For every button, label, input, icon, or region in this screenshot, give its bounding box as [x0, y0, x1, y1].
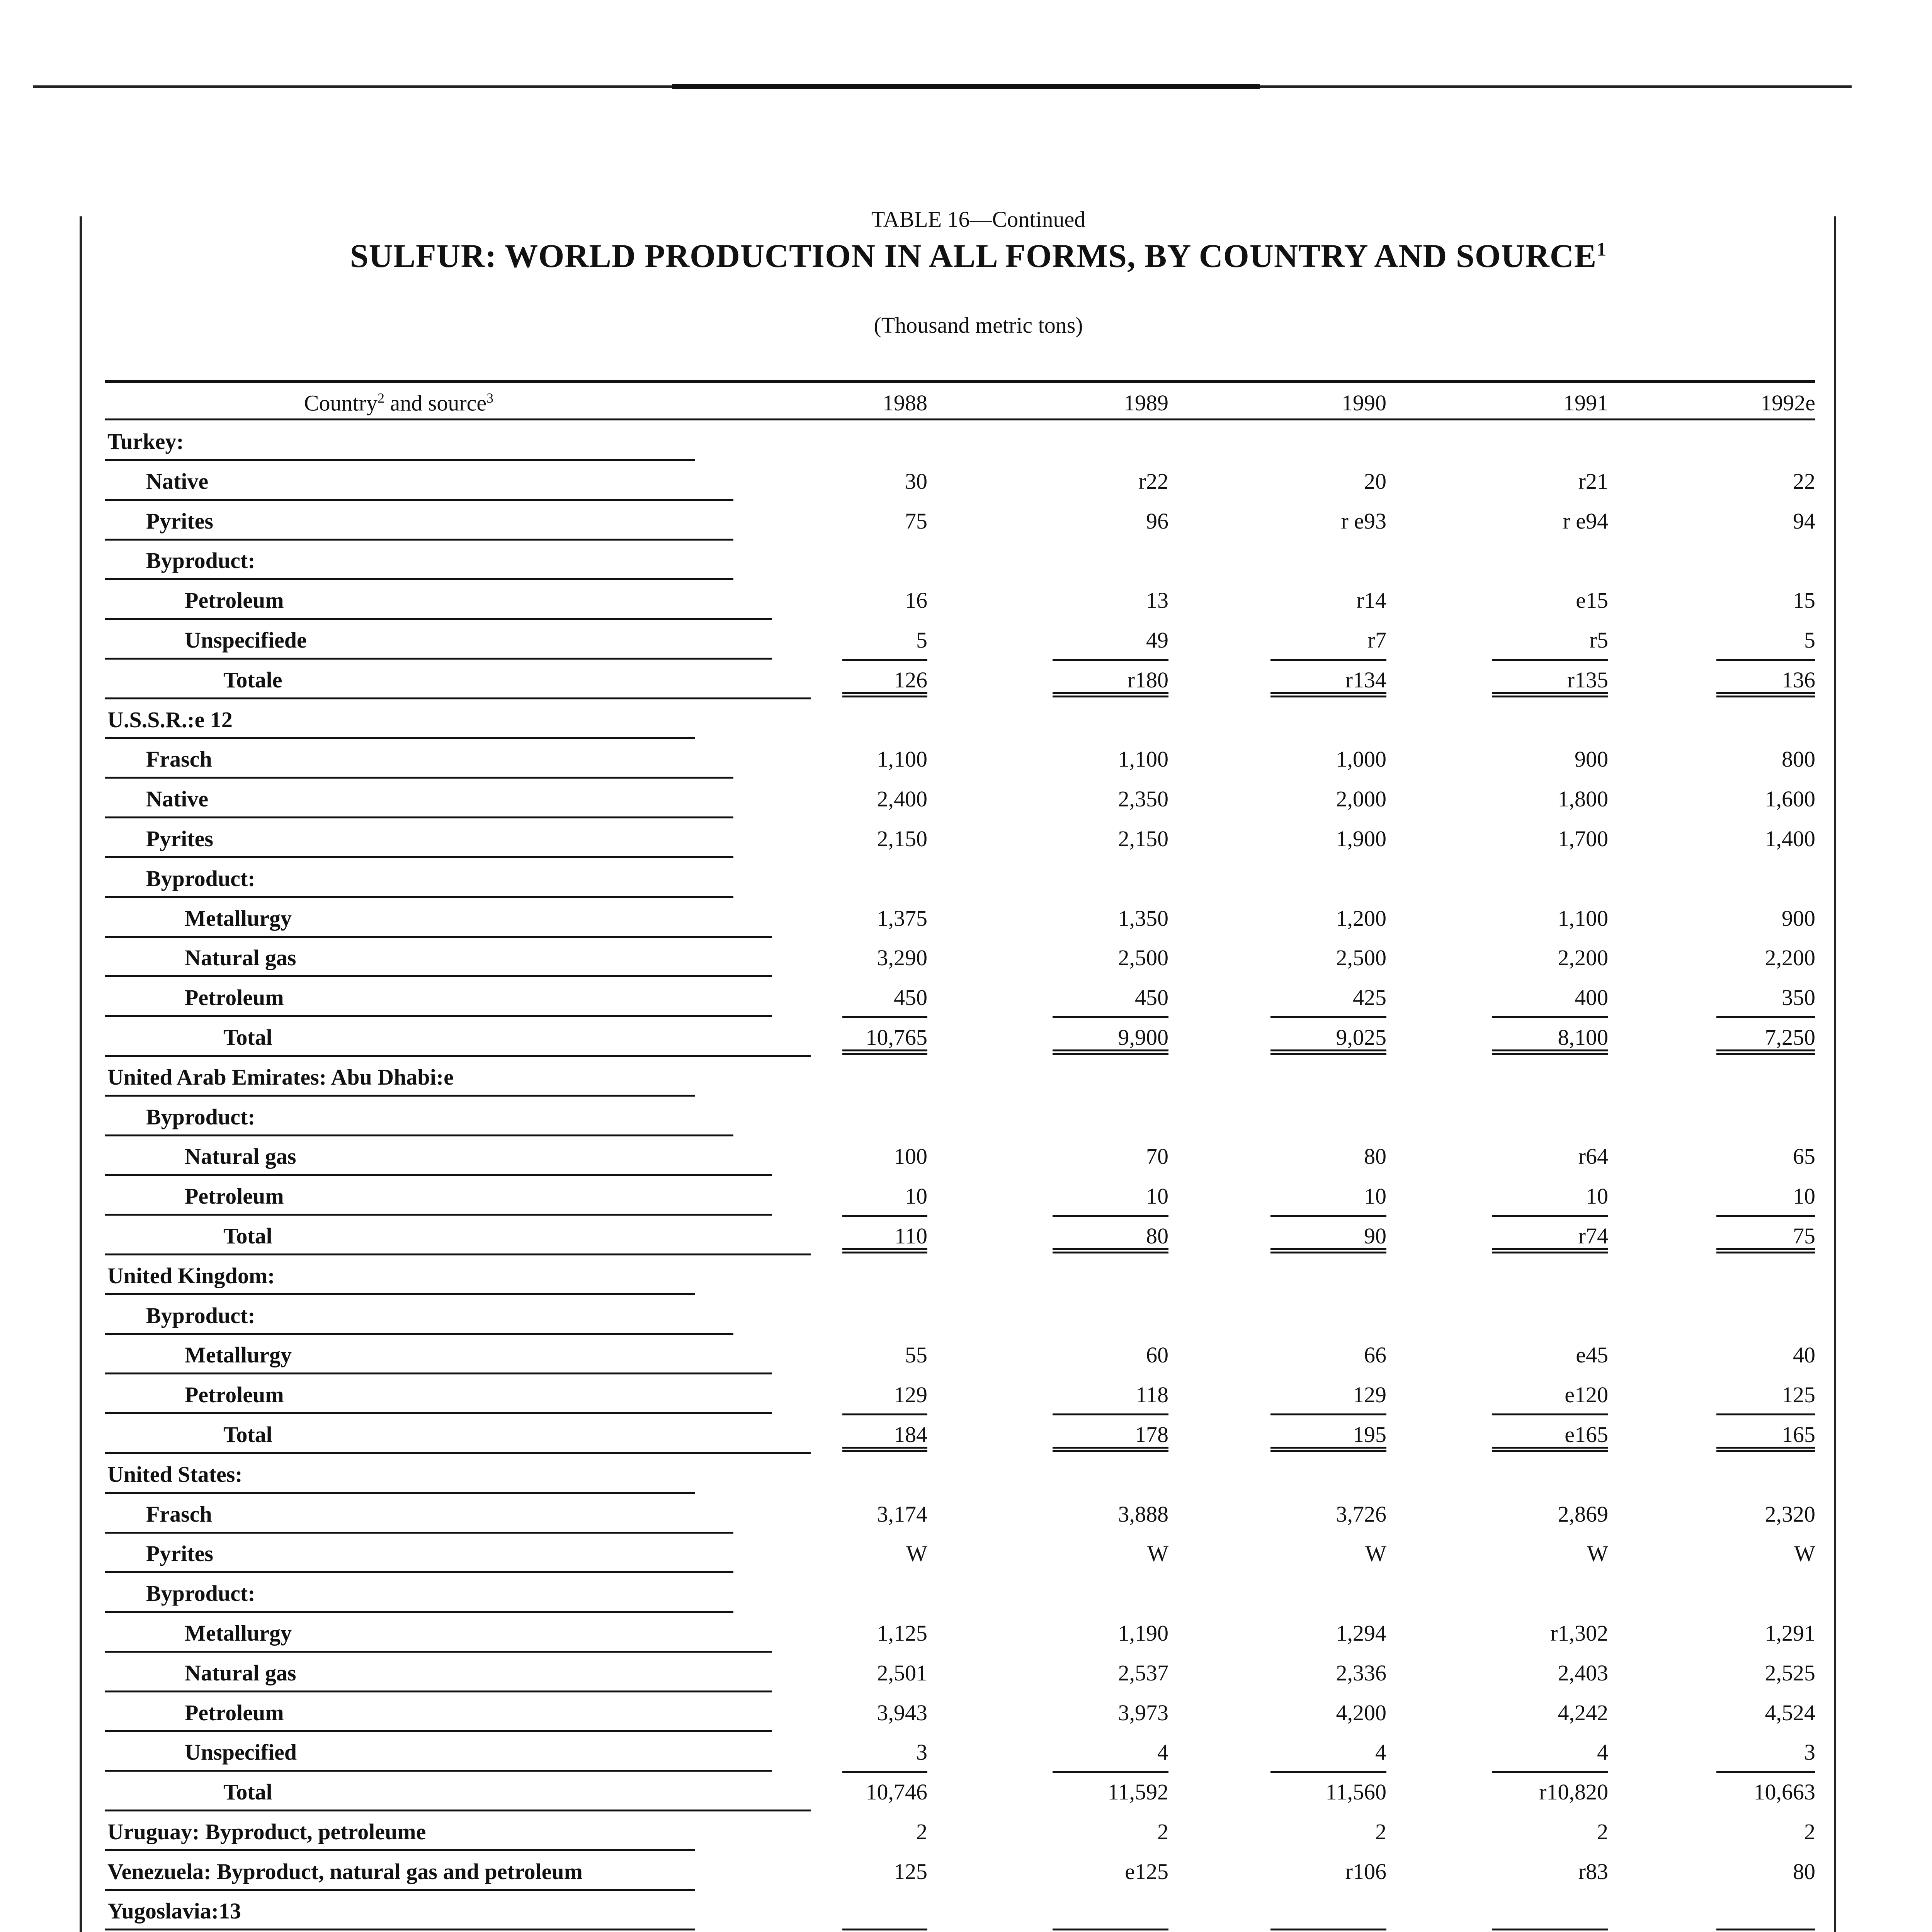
cell-1991 [1492, 1572, 1608, 1611]
table-row [105, 897, 1815, 937]
cell-1991 [1492, 1890, 1608, 1932]
cell-1990 [1270, 1930, 1386, 1932]
cell-1992: 40 [1793, 1342, 1815, 1368]
cell-1990: 20 [1364, 468, 1386, 494]
cell-1988 [842, 1930, 927, 1932]
cell-1991 [1492, 1255, 1608, 1293]
cell-1988: 2 [916, 1819, 927, 1844]
cell-1992: 165 [1716, 1413, 1815, 1452]
cell-1991: 1,700 [1558, 826, 1608, 851]
cell-1989: 450 [1135, 985, 1168, 1010]
cell-1991: W [1587, 1541, 1608, 1566]
row-label: Yugoslavia:13 [105, 1890, 695, 1930]
cell-1990: 2,000 [1336, 786, 1386, 812]
cell-1992: 80 [1793, 1859, 1815, 1884]
table-row [105, 937, 1815, 976]
cell-1991 [1492, 539, 1608, 578]
cell-1992: 125 [1782, 1382, 1815, 1408]
row-label [105, 1930, 733, 1932]
cell-1988: 125 [894, 1859, 927, 1884]
cell-1988: 10 [905, 1184, 927, 1209]
cell-1989: 3,973 [1118, 1700, 1168, 1725]
table-row [105, 1493, 1815, 1533]
row-label: Totale [105, 659, 811, 699]
cell-1990 [1270, 1572, 1386, 1611]
cell-1989: 2,350 [1118, 786, 1168, 812]
row-label: Total [105, 1771, 811, 1811]
row-label: Petroleum [105, 1374, 772, 1414]
row-label: United Arab Emirates: Abu Dhabi:e [105, 1056, 695, 1097]
cell-1989 [1053, 1294, 1168, 1333]
row-label: Byproduct: [105, 1096, 733, 1136]
table-row [105, 659, 1815, 699]
cell-1991: 2 [1597, 1819, 1608, 1844]
cell-1989: r180 [1053, 659, 1168, 697]
cell-1988: 126 [842, 659, 927, 697]
cell-1990 [1270, 1294, 1386, 1333]
table-number: TABLE 16—Continued [871, 207, 1086, 232]
cell-1988: 110 [842, 1215, 927, 1253]
cell-1988: 5 [916, 627, 927, 653]
cell-1990 [1270, 1453, 1386, 1492]
cell-1989 [1053, 1453, 1168, 1492]
cell-1988: 3,174 [877, 1501, 927, 1527]
cell-1989: 10 [1146, 1184, 1168, 1209]
cell-1988 [842, 1255, 927, 1293]
row-label: Native [105, 778, 733, 818]
row-label: Pyrites [105, 500, 733, 541]
table-row [105, 1135, 1815, 1175]
row-label: Unspecified [105, 1731, 772, 1772]
cell-1989: 70 [1146, 1144, 1168, 1169]
cell-1990 [1270, 539, 1386, 578]
table-units: (Thousand metric tons) [874, 313, 1083, 338]
cell-1990: 2 [1375, 1819, 1386, 1844]
table-row [105, 1413, 1815, 1453]
cell-1990: 425 [1353, 985, 1386, 1010]
cell-1991: r64 [1578, 1144, 1608, 1169]
cell-1991: 2,869 [1558, 1501, 1608, 1527]
cell-1988: 1,125 [877, 1620, 927, 1646]
row-label: Venezuela: Byproduct, natural gas and petroleum [105, 1850, 695, 1891]
table-row [105, 778, 1815, 818]
cell-1990: 1,000 [1336, 747, 1386, 772]
cell-1992: 1,291 [1765, 1620, 1815, 1646]
cell-1991: 900 [1575, 747, 1608, 772]
cell-1991: 4,242 [1558, 1700, 1608, 1725]
cell-1990: 2,336 [1336, 1660, 1386, 1685]
cell-1988: 3 [916, 1740, 927, 1765]
cell-1991: r74 [1492, 1215, 1608, 1253]
table-row [105, 857, 1815, 897]
row-label: Pyrites [105, 1532, 733, 1573]
cell-1990: W [1365, 1541, 1386, 1566]
cell-1991: 2,200 [1558, 945, 1608, 971]
cell-1992 [1716, 1255, 1815, 1293]
cell-1990: r7 [1367, 627, 1386, 653]
cell-1991: e15 [1576, 588, 1608, 613]
cell-1989: r22 [1138, 468, 1168, 494]
cell-1991 [1492, 1096, 1608, 1134]
cell-1988: 16 [905, 588, 927, 613]
cell-1991 [1492, 1056, 1608, 1095]
cell-1989: 13 [1146, 588, 1168, 613]
cell-1988 [842, 857, 927, 896]
cell-1990: r106 [1345, 1859, 1386, 1884]
header-year-1988: 1988 [883, 390, 927, 415]
table-row [105, 1771, 1815, 1811]
cell-1991 [1492, 1294, 1608, 1333]
row-label: Natural gas [105, 1135, 772, 1176]
table-row [105, 1692, 1815, 1731]
cell-1992 [1716, 1453, 1815, 1492]
table-row [105, 1532, 1815, 1572]
cell-1988: 2,501 [877, 1660, 927, 1685]
cell-1991: 2,403 [1558, 1660, 1608, 1685]
cell-1992: 94 [1793, 508, 1815, 534]
row-label: Natural gas [105, 1652, 772, 1692]
cell-1989: 11,592 [1053, 1771, 1168, 1810]
cell-1992: 10 [1793, 1184, 1815, 1209]
cell-1991: r e94 [1563, 508, 1608, 534]
cell-1991 [1492, 857, 1608, 896]
cell-1992 [1716, 1096, 1815, 1134]
cell-1992: 900 [1782, 905, 1815, 931]
row-label: Total [105, 1016, 811, 1057]
cell-1991: 4 [1597, 1740, 1608, 1765]
cell-1988: 450 [894, 985, 927, 1010]
table-row [105, 976, 1815, 1016]
cell-1989: W [1147, 1541, 1168, 1566]
cell-1990: r e93 [1341, 508, 1386, 534]
table-row [105, 1930, 1815, 1932]
header-country: Country [304, 390, 378, 416]
table-body [105, 420, 1815, 1932]
cell-1989: 1,190 [1118, 1620, 1168, 1646]
cell-1991: r5 [1589, 627, 1608, 653]
cell-1990 [1270, 1890, 1386, 1932]
row-label: Petroleum [105, 579, 772, 620]
cell-1990: 129 [1353, 1382, 1386, 1408]
table-row [105, 1890, 1815, 1930]
cell-1990: 1,900 [1336, 826, 1386, 851]
header-year-1990: 1990 [1342, 390, 1386, 415]
production-table [105, 380, 1815, 1932]
cell-1990: 66 [1364, 1342, 1386, 1368]
cell-1990: r14 [1356, 588, 1386, 613]
cell-1992 [1716, 1056, 1815, 1095]
cell-1989 [1053, 1096, 1168, 1134]
table-row [105, 460, 1815, 500]
cell-1991: 1,100 [1558, 905, 1608, 931]
header-and-source: and source [384, 390, 487, 416]
cell-1991: e120 [1565, 1382, 1608, 1408]
cell-1989: 3,888 [1118, 1501, 1168, 1527]
cell-1991: 10 [1586, 1184, 1608, 1209]
table-title-text: SULFUR: WORLD PRODUCTION IN ALL FORMS, BY COUNTRY AND SOURCE [350, 237, 1597, 274]
table-row [105, 1612, 1815, 1652]
table-row [105, 818, 1815, 857]
table-row [105, 1374, 1815, 1413]
cell-1992: 10,663 [1716, 1771, 1815, 1810]
cell-1988: 10,746 [842, 1771, 927, 1810]
cell-1989 [1053, 699, 1168, 737]
row-label: United States: [105, 1453, 695, 1494]
cell-1989 [1053, 1890, 1168, 1932]
cell-1992 [1716, 699, 1815, 737]
cell-1990: 80 [1364, 1144, 1386, 1169]
header-note-source: 3 [486, 390, 494, 406]
row-label: Frasch [105, 1493, 733, 1534]
cell-1992: 1,600 [1765, 786, 1815, 812]
cell-1990: 2,500 [1336, 945, 1386, 971]
cell-1992 [1716, 857, 1815, 896]
cell-1990: 195 [1270, 1413, 1386, 1452]
header-year-1989: 1989 [1124, 390, 1168, 415]
cell-1989: 96 [1146, 508, 1168, 534]
cell-1992: 22 [1793, 468, 1815, 494]
cell-1988: 1,100 [877, 747, 927, 772]
cell-1990: 4,200 [1336, 1700, 1386, 1725]
table-row [105, 1453, 1815, 1493]
cell-1991: r21 [1578, 468, 1608, 494]
row-label: Turkey: [105, 420, 695, 461]
cell-1992: 4,524 [1765, 1700, 1815, 1725]
cell-1988: 3,943 [877, 1700, 927, 1725]
cell-1988 [842, 699, 927, 737]
row-label: Natural gas [105, 937, 772, 977]
cell-1989: 80 [1053, 1215, 1168, 1253]
table-row [105, 1215, 1815, 1255]
cell-1990 [1270, 699, 1386, 737]
cell-1991: r10,820 [1492, 1771, 1608, 1810]
cell-1988: 55 [905, 1342, 927, 1368]
row-label: Pyrites [105, 818, 733, 858]
cell-1990: 4 [1375, 1740, 1386, 1765]
table-row [105, 1255, 1815, 1294]
cell-1991: r1,302 [1550, 1620, 1608, 1646]
cell-1990: 1,294 [1336, 1620, 1386, 1646]
cell-1992: W [1794, 1541, 1815, 1566]
table-row [105, 539, 1815, 579]
table-row [105, 1850, 1815, 1890]
cell-1988: 30 [905, 468, 927, 494]
cell-1988 [842, 420, 927, 459]
row-label: Frasch [105, 738, 733, 779]
cell-1990 [1270, 1255, 1386, 1293]
header-note-country: 2 [378, 390, 384, 406]
row-label: Metallurgy [105, 1612, 772, 1653]
cell-1992: 136 [1716, 659, 1815, 697]
table-row [105, 699, 1815, 738]
cell-1990: 1,200 [1336, 905, 1386, 931]
cell-1989: 1,350 [1118, 905, 1168, 931]
cell-1989 [1053, 1930, 1168, 1932]
row-label: Total [105, 1215, 811, 1255]
table-row [105, 420, 1815, 460]
table-row [105, 1175, 1815, 1215]
cell-1989: 2,500 [1118, 945, 1168, 971]
row-label: Byproduct: [105, 857, 733, 898]
cell-1989: 4 [1157, 1740, 1168, 1765]
cell-1988: 1,375 [877, 905, 927, 931]
row-label: Petroleum [105, 1692, 772, 1732]
row-label: Total [105, 1413, 811, 1454]
cell-1991 [1492, 699, 1608, 737]
cell-1990: 90 [1270, 1215, 1386, 1253]
cell-1989 [1053, 1056, 1168, 1095]
row-label: Petroleum [105, 976, 772, 1017]
row-label: Unspecifiede [105, 619, 772, 660]
table-row [105, 1811, 1815, 1850]
table-row [105, 1334, 1815, 1374]
cell-1992: 15 [1793, 588, 1815, 613]
row-label: Petroleum [105, 1175, 772, 1216]
table-row [105, 619, 1815, 659]
table-row [105, 1294, 1815, 1334]
cell-1989: e125 [1125, 1859, 1168, 1884]
cell-1988 [842, 539, 927, 578]
row-label: Metallurgy [105, 897, 772, 938]
cell-1988 [842, 1294, 927, 1333]
cell-1992: 7,250 [1716, 1016, 1815, 1055]
table-title [0, 236, 1932, 275]
cell-1990: r134 [1270, 659, 1386, 697]
cell-1992: 1,400 [1765, 826, 1815, 851]
cell-1988: 184 [842, 1413, 927, 1452]
row-label: Byproduct: [105, 1294, 733, 1335]
cell-1988: 129 [894, 1382, 927, 1408]
cell-1991: 1,800 [1558, 786, 1608, 812]
row-label: Uruguay: Byproduct, petroleume [105, 1811, 695, 1851]
cell-1992: 350 [1782, 985, 1815, 1010]
cell-1992: 2,200 [1765, 945, 1815, 971]
cell-1990 [1270, 420, 1386, 459]
table-row [105, 1016, 1815, 1056]
cell-1988 [842, 1572, 927, 1611]
cell-1989: 49 [1146, 627, 1168, 653]
cell-1990 [1270, 1096, 1386, 1134]
cell-1992 [1716, 1294, 1815, 1333]
header-year-1992: 1992e [1760, 390, 1815, 415]
left-margin-rule [80, 216, 82, 1932]
row-label: United Kingdom: [105, 1255, 695, 1295]
cell-1988: 75 [905, 508, 927, 534]
cell-1989 [1053, 1572, 1168, 1611]
cell-1988: 2,150 [877, 826, 927, 851]
cell-1992 [1716, 539, 1815, 578]
cell-1988 [842, 1453, 927, 1492]
right-margin-rule [1834, 216, 1836, 1932]
cell-1991: e45 [1576, 1342, 1608, 1368]
cell-1990: 3,726 [1336, 1501, 1386, 1527]
cell-1992 [1716, 1572, 1815, 1611]
cell-1990: 11,560 [1270, 1771, 1386, 1810]
cell-1990: 10 [1364, 1184, 1386, 1209]
header-year-1991: 1991 [1563, 390, 1608, 415]
cell-1988: W [906, 1541, 927, 1566]
cell-1991: e165 [1492, 1413, 1608, 1452]
cell-1992: 2,320 [1765, 1501, 1815, 1527]
cell-1989: 9,900 [1053, 1016, 1168, 1055]
cell-1991: r135 [1492, 659, 1608, 697]
row-label: Byproduct: [105, 539, 733, 580]
cell-1990: 9,025 [1270, 1016, 1386, 1055]
table-row [105, 1731, 1815, 1771]
cell-1989: 118 [1136, 1382, 1168, 1408]
table-row [105, 1096, 1815, 1136]
table-row [105, 738, 1815, 778]
cell-1988 [842, 1056, 927, 1095]
row-label: Native [105, 460, 733, 501]
table-title-footnote: 1 [1597, 238, 1607, 260]
cell-1988: 100 [894, 1144, 927, 1169]
table-row [105, 1652, 1815, 1692]
table-row [105, 1056, 1815, 1096]
cell-1990 [1270, 857, 1386, 896]
header-country-source [105, 390, 692, 416]
cell-1989: 2,537 [1118, 1660, 1168, 1685]
cell-1989 [1053, 857, 1168, 896]
cell-1989: 60 [1146, 1342, 1168, 1368]
cell-1989: 178 [1053, 1413, 1168, 1452]
cell-1988: 2,400 [877, 786, 927, 812]
cell-1992: 75 [1716, 1215, 1815, 1253]
cell-1988: 3,290 [877, 945, 927, 971]
cell-1992 [1716, 1890, 1815, 1932]
cell-1991 [1492, 420, 1608, 459]
row-label: Byproduct: [105, 1572, 733, 1613]
top-rule-accent [672, 84, 1260, 89]
cell-1992: 2 [1804, 1819, 1815, 1844]
cell-1988 [842, 1890, 927, 1932]
cell-1991 [1492, 1453, 1608, 1492]
row-label: Metallurgy [105, 1334, 772, 1374]
cell-1991 [1492, 1930, 1608, 1932]
cell-1992: 65 [1793, 1144, 1815, 1169]
row-label: U.S.S.R.:e 12 [105, 699, 695, 739]
cell-1989: 1,100 [1118, 747, 1168, 772]
table-header [105, 380, 1815, 420]
cell-1989 [1053, 1255, 1168, 1293]
cell-1989: 2,150 [1118, 826, 1168, 851]
cell-1992 [1716, 1930, 1815, 1932]
cell-1988 [842, 1096, 927, 1134]
table-row [105, 1572, 1815, 1612]
cell-1991: 400 [1575, 985, 1608, 1010]
cell-1988: 10,765 [842, 1016, 927, 1055]
cell-1992 [1716, 420, 1815, 459]
cell-1989: 2 [1157, 1819, 1168, 1844]
cell-1991: r83 [1578, 1859, 1608, 1884]
cell-1992: 3 [1804, 1740, 1815, 1765]
cell-1989 [1053, 539, 1168, 578]
cell-1992: 2,525 [1765, 1660, 1815, 1685]
cell-1990 [1270, 1056, 1386, 1095]
table-row [105, 579, 1815, 619]
cell-1992: 800 [1782, 747, 1815, 772]
cell-1992: 5 [1804, 627, 1815, 653]
cell-1989 [1053, 420, 1168, 459]
cell-1991: 8,100 [1492, 1016, 1608, 1055]
table-row [105, 500, 1815, 540]
